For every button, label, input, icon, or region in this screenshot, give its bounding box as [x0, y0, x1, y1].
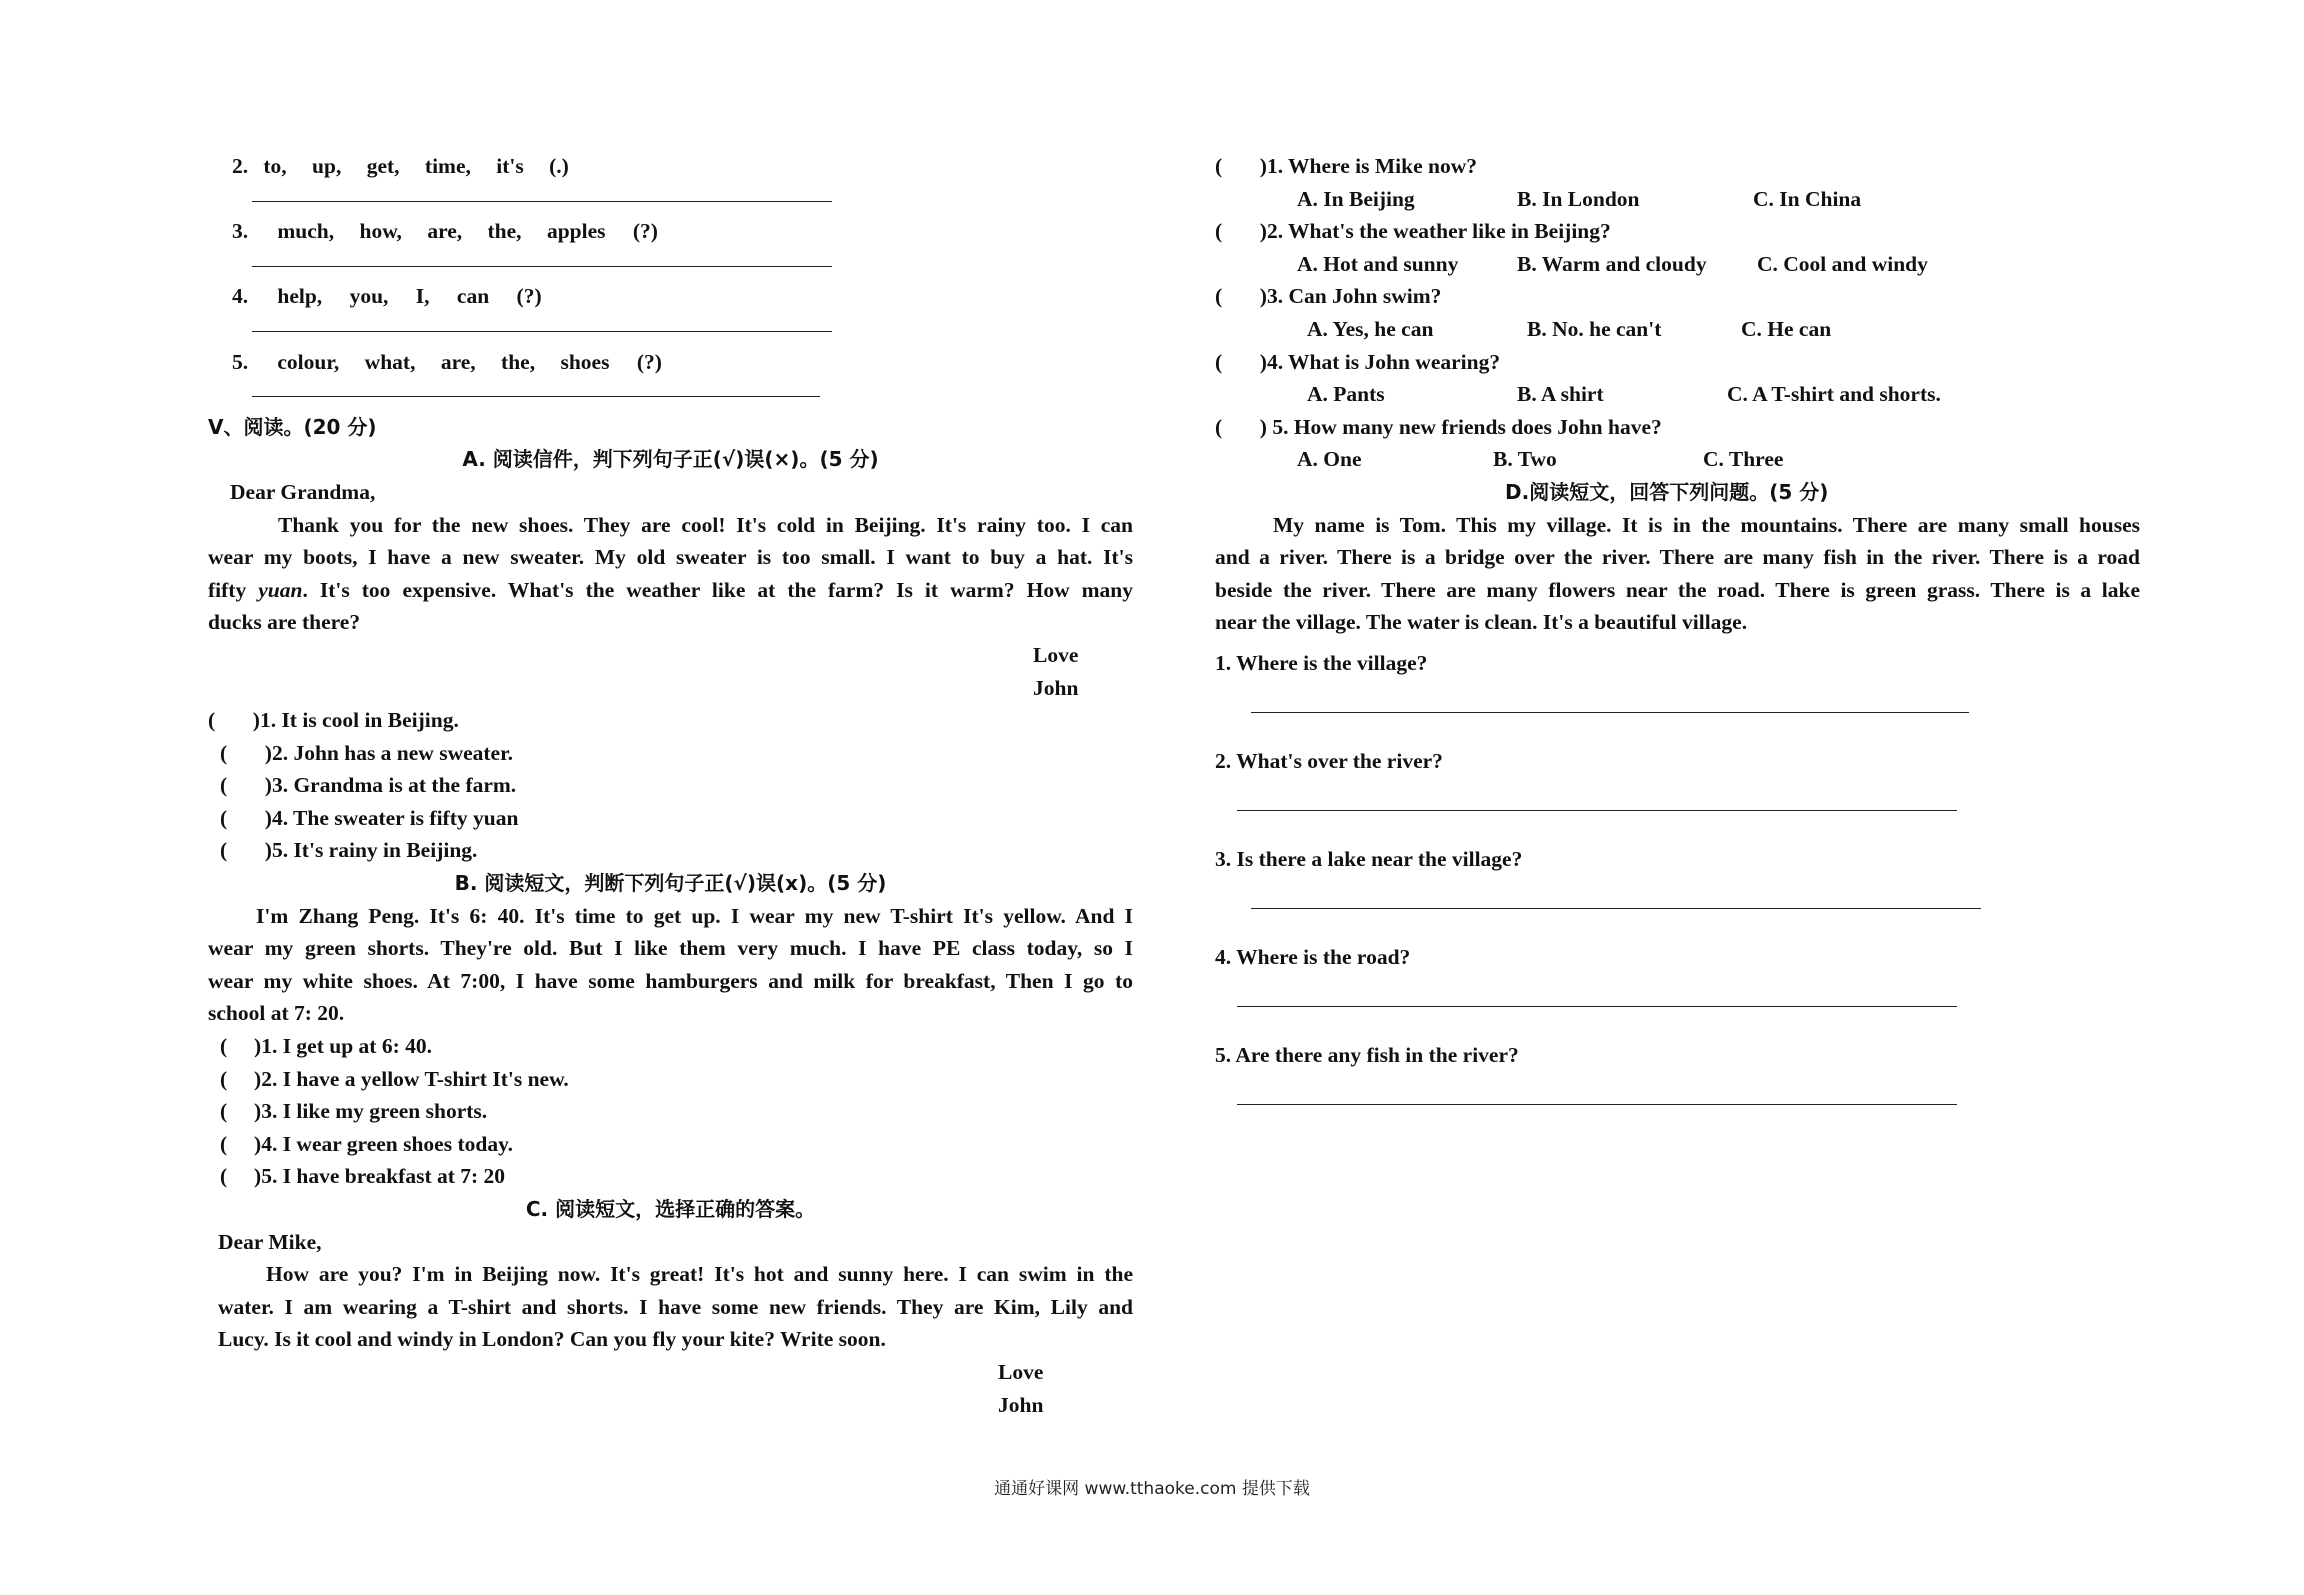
signature-name: John	[1033, 675, 1079, 700]
word: (?)	[516, 284, 542, 309]
option: C. A T-shirt and shorts.	[1727, 382, 1941, 407]
option: B. Warm and cloudy	[1517, 251, 1707, 276]
option: C. He can	[1741, 316, 1832, 341]
question-options	[1215, 183, 2140, 216]
option: C. Three	[1703, 447, 1784, 472]
word-order-words	[232, 215, 1133, 248]
answer-line	[252, 378, 820, 397]
question-text: ( ) 5. How many new friends does John have?	[1215, 414, 1662, 439]
word: help,	[277, 284, 323, 309]
word: time,	[424, 154, 471, 178]
judgement-item: ( )5. It's rainy in Beijing.	[220, 838, 478, 863]
question-options	[1215, 313, 2140, 346]
letter-line: Lucy. Is it cool and windy in London? Can you fly your kite? Write soon.	[218, 1327, 886, 1352]
word: (.)	[549, 154, 569, 178]
answer-line	[252, 183, 832, 202]
answer-questions	[1215, 647, 2140, 1137]
judgement-list	[208, 704, 1133, 867]
question-text: 5. Are there any fish in the river?	[1215, 1042, 1519, 1067]
passage-line: and a river. There is a bridge over the river. There are many fish in the river. There is a road	[1215, 545, 2140, 570]
question-text: 4. Where is the road?	[1215, 944, 1411, 969]
word: shoes	[560, 349, 610, 374]
question-text: ( )1. Where is Mike now?	[1215, 154, 1477, 178]
part-b-title: B. 阅读短文，判断下列句子正(√)误(x)。(5 分)	[454, 871, 887, 896]
answer-line	[252, 248, 832, 267]
question-text: ( )2. What's the weather like in Beijing?	[1215, 219, 1611, 244]
part-d-title: D.阅读短文，回答下列问题。(5 分)	[1505, 479, 1829, 504]
question-text: ( )4. What is John wearing?	[1215, 349, 1501, 374]
word-order-item	[208, 346, 1133, 411]
passage-b	[208, 900, 1133, 1030]
word: what,	[364, 349, 416, 374]
answer-line	[1237, 1086, 1957, 1105]
choice-questions	[1215, 150, 2140, 476]
choice-question	[1215, 280, 2140, 345]
judgement-list	[208, 1030, 1133, 1193]
option: A. One	[1297, 447, 1362, 472]
passage-line: wear my white shoes. At 7:00, I have some hamburgers and milk for breakfast, Then I go to	[208, 968, 1133, 993]
word-order-words	[232, 280, 1133, 313]
word: apples	[546, 219, 606, 244]
judgement-item: ( )2. I have a yellow T-shirt It's new.	[220, 1066, 569, 1091]
question-options	[1215, 378, 2140, 411]
judgement-item: ( )1. I get up at 6: 40.	[220, 1034, 432, 1059]
answer-question	[1215, 745, 2140, 843]
answer-line	[252, 313, 832, 332]
word-order-item	[208, 150, 1133, 215]
judgement-item: ( )4. I wear green shoes today.	[220, 1131, 514, 1156]
word: (?)	[636, 349, 662, 374]
answer-question	[1215, 843, 2140, 941]
signature-love: Love	[998, 1359, 1044, 1384]
item-number: 5.	[232, 349, 249, 374]
word: it's	[496, 154, 524, 178]
word-order-item	[208, 280, 1133, 345]
letter-greeting: Dear Grandma,	[230, 479, 376, 504]
part-a-title: A. 阅读信件，判下列句子正(√)误(×)。(5 分)	[462, 447, 879, 472]
letter-line: ducks are there?	[208, 610, 361, 635]
word: get,	[366, 154, 400, 178]
passage-d	[1215, 509, 2140, 639]
answer-question	[1215, 647, 2140, 745]
passage-line: My name is Tom. This my village. It is in the mountains. There are many small houses	[1273, 512, 2140, 537]
passage-line: wear my green shorts. They're old. But I like them very much. I have PE class today, so I	[208, 936, 1133, 961]
right-column	[1215, 150, 2140, 1137]
answer-line	[1251, 694, 1969, 713]
word: are,	[440, 349, 476, 374]
footer-source: 通通好课网 www.tthaoke.com 提供下载	[994, 1479, 1310, 1499]
item-number: 2.	[232, 154, 249, 178]
letter-body	[208, 509, 1133, 639]
option: A. Hot and sunny	[1297, 251, 1459, 276]
question-options	[1215, 248, 2140, 281]
part-c-title: C. 阅读短文，选择正确的答案。	[525, 1197, 816, 1221]
word: colour,	[277, 349, 340, 374]
question-text: 1. Where is the village?	[1215, 650, 1428, 675]
judgement-item: ( )3. Grandma is at the farm.	[220, 773, 517, 798]
letter-body	[208, 1258, 1133, 1356]
passage-line: school at 7: 20.	[208, 1001, 345, 1026]
answer-line	[1251, 890, 1981, 909]
answer-question	[1215, 1039, 2140, 1137]
word-order-item	[208, 215, 1133, 280]
word: can	[456, 284, 490, 309]
question-text: 3. Is there a lake near the village?	[1215, 846, 1523, 871]
letter-line: Thank you for the new shoes. They are cool! It's cold in Beijing. It's rainy too. I can	[278, 512, 1133, 537]
choice-question	[1215, 215, 2140, 280]
letter-line: wear my boots, I have a new sweater. My old sweater is too small. I want to buy a hat. It's	[208, 545, 1133, 570]
passage-line: beside the river. There are many flowers near the road. There is green grass. There is a lake	[1215, 577, 2140, 602]
letter-line: water. I am wearing a T-shirt and shorts. I have some new friends. They are Kim, Lily and	[218, 1294, 1133, 1319]
word: (?)	[632, 219, 658, 244]
signature-love: Love	[1033, 642, 1079, 667]
word: to,	[263, 154, 287, 178]
passage-line: near the village. The water is clean. It's a beautiful village.	[1215, 610, 1748, 635]
letter-line: fifty yuan. It's too expensive. What's the weather like at the farm? Is it warm? How many	[208, 577, 1133, 602]
judgement-item: ( )4. The sweater is fifty yuan	[220, 805, 519, 830]
question-text: 2. What's over the river?	[1215, 748, 1443, 773]
option: A. Pants	[1307, 382, 1385, 407]
judgement-item: ( )1. It is cool in Beijing.	[208, 708, 459, 733]
question-options	[1215, 443, 2140, 476]
choice-question	[1215, 150, 2140, 215]
letter-greeting: Dear Mike,	[218, 1229, 322, 1254]
word: the,	[487, 219, 522, 244]
judgement-item: ( )5. I have breakfast at 7: 20	[220, 1164, 506, 1189]
signature-name: John	[998, 1392, 1044, 1417]
judgement-item: ( )2. John has a new sweater.	[220, 740, 514, 765]
option: C. Cool and windy	[1757, 251, 1928, 276]
option: A. In Beijing	[1297, 186, 1415, 211]
word: I,	[415, 284, 430, 309]
option: B. Two	[1493, 447, 1557, 472]
word-order-words	[232, 346, 1133, 379]
item-number: 4.	[232, 284, 249, 309]
word: how,	[359, 219, 402, 244]
judgement-item: ( )3. I like my green shorts.	[220, 1099, 488, 1124]
word: are,	[427, 219, 463, 244]
choice-question	[1215, 346, 2140, 411]
question-text: ( )3. Can John swim?	[1215, 284, 1442, 309]
answer-question	[1215, 941, 2140, 1039]
item-number: 3.	[232, 219, 249, 244]
word: much,	[277, 219, 335, 244]
option: B. No. he can't	[1527, 316, 1662, 341]
option: B. A shirt	[1517, 382, 1604, 407]
passage-line: I'm Zhang Peng. It's 6: 40. It's time to get up. I wear my new T-shirt It's yellow. And I	[256, 903, 1133, 928]
word: up,	[312, 154, 342, 178]
word: the,	[501, 349, 536, 374]
word: you,	[349, 284, 389, 309]
option: B. In London	[1517, 186, 1640, 211]
answer-line	[1237, 792, 1957, 811]
letter-line: How are you? I'm in Beijing now. It's great! It's hot and sunny here. I can swim in the	[266, 1262, 1133, 1287]
answer-line	[1237, 988, 1957, 1007]
word-order-words	[232, 150, 1133, 183]
option: A. Yes, he can	[1307, 316, 1434, 341]
option: C. In China	[1753, 186, 1862, 211]
choice-question	[1215, 411, 2140, 476]
left-column	[208, 150, 1133, 1421]
section-heading: V、阅读。(20 分)	[208, 414, 377, 439]
